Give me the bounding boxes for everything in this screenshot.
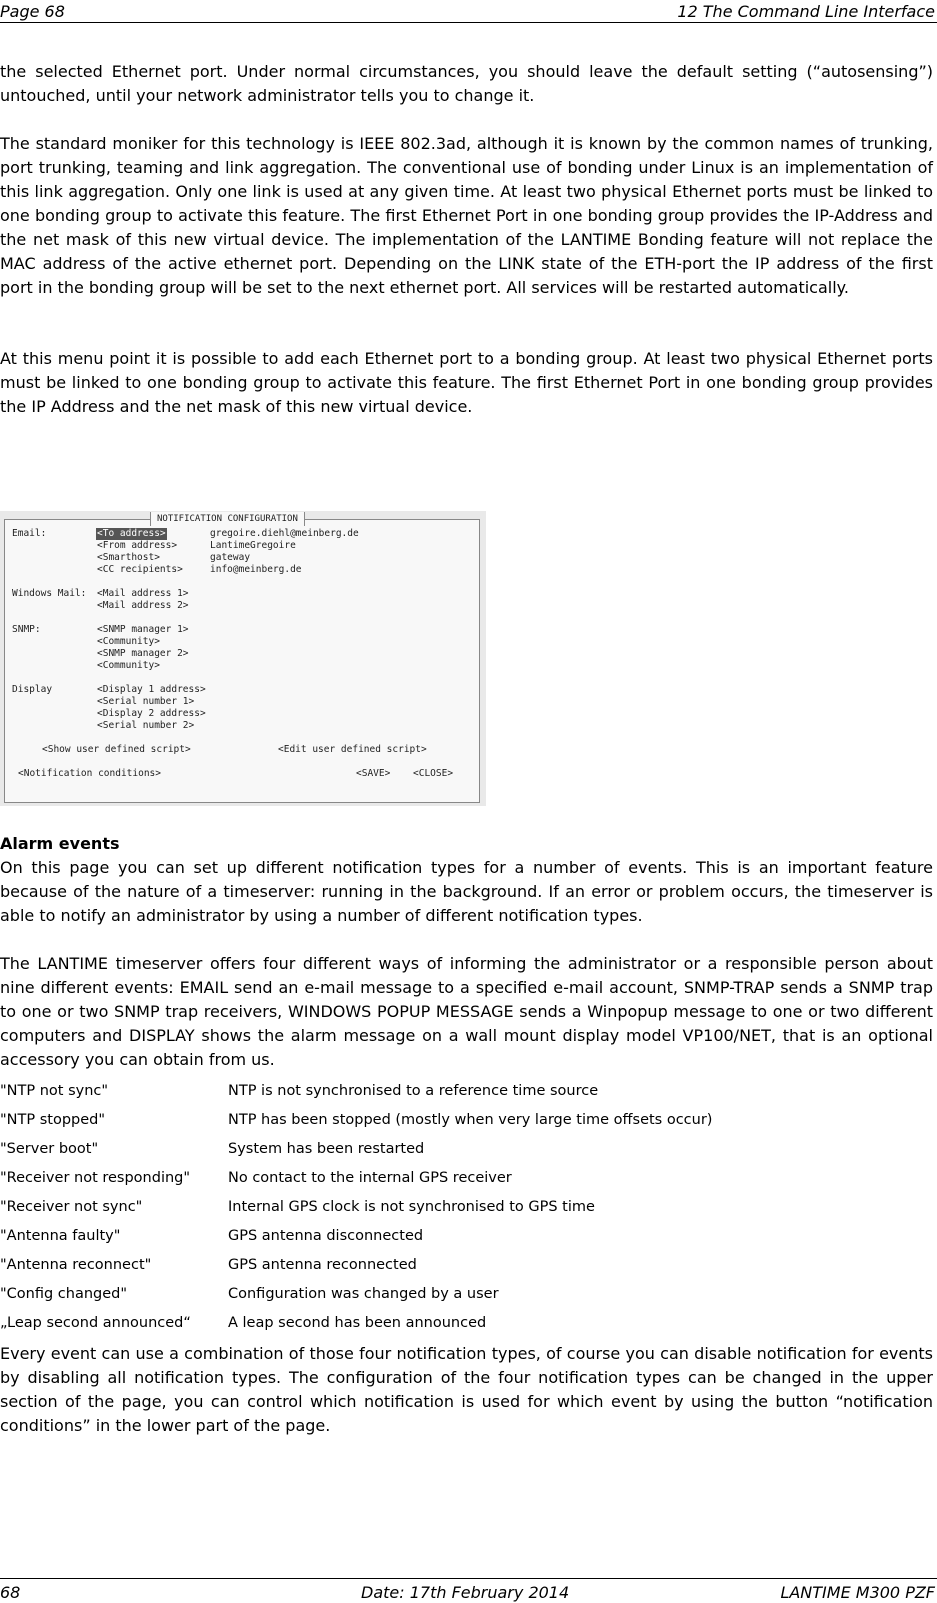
- snmp-manager-2-field[interactable]: <SNMP manager 2>: [97, 648, 189, 659]
- event-name: "NTP stopped": [0, 1112, 106, 1128]
- serial-number-1-field[interactable]: <Serial number 1>: [97, 696, 195, 707]
- cc-recipients-field[interactable]: <CC recipients>: [97, 564, 183, 575]
- event-desc: System has been restarted: [228, 1141, 425, 1157]
- event-desc: GPS antenna disconnected: [228, 1228, 424, 1244]
- event-desc: NTP is not synchronised to a reference time source: [228, 1083, 599, 1099]
- header-page-label: Page 68: [0, 2, 65, 21]
- email-label: Email:: [12, 528, 47, 539]
- event-desc: NTP has been stopped (mostly when very large time offsets occur): [228, 1112, 713, 1128]
- alarm-paragraph-3: Every event can use a combination of those four notification types, of course you can disable notification for events by disabling all notification types. The configuration of the four notification types can be changed in the upper section of the page, you can control which notification is used for which event by using the button “notification conditions” in the lower part of the page.: [0, 1344, 933, 1435]
- footer-product-name: LANTIME M300 PZF: [780, 1583, 935, 1602]
- alarm-events-heading: Alarm events: [0, 834, 120, 853]
- event-name: „Leap second announced“: [0, 1315, 191, 1331]
- display-2-address-field[interactable]: <Display 2 address>: [97, 708, 206, 719]
- snmp-label: SNMP:: [12, 624, 41, 635]
- event-desc: GPS antenna reconnected: [228, 1257, 417, 1273]
- event-desc: Configuration was changed by a user: [228, 1286, 499, 1302]
- event-desc: A leap second has been announced: [228, 1315, 487, 1331]
- from-address-field[interactable]: <From address>: [97, 540, 178, 551]
- event-name: "Antenna reconnect": [0, 1257, 152, 1273]
- from-address-value: LantimeGregoire: [210, 540, 296, 551]
- event-desc: Internal GPS clock is not synchronised to GPS time: [228, 1199, 595, 1215]
- windows-mail-label: Windows Mail:: [12, 588, 87, 599]
- mail-address-2-field[interactable]: <Mail address 2>: [97, 600, 189, 611]
- intro-paragraph-3: At this menu point it is possible to add each Ethernet port to a bonding group. At least two physical Ethernet ports must be linked to one bonding group to activate this feature. The first Ethernet Port in one bonding group provides the IP Address and the net mask of this new virtual device.: [0, 349, 933, 416]
- smarthost-field[interactable]: <Smarthost>: [97, 552, 160, 563]
- edit-script-button[interactable]: <Edit user defined script>: [278, 744, 427, 755]
- intro-paragraph-2: The standard moniker for this technology is IEEE 802.3ad, although it is known by the common names of trunking, port trunking, teaming and link aggregation. The conventional use of bonding under Linux is an implementation of this link aggregation. Only one link is used at any given time. At least two physical Ethernet ports must be linked to one bonding group to activate this feature. The first Ethernet Port in one bonding group provides the IP-Address and the net mask of this new virtual device. The implementation of the LANTIME Bonding feature will not replace the MAC address of the active ethernet port. Depending on the LINK state of the ETH-port the IP address of the first port in the bonding group will be set to the next ethernet port. All services will be restarted automatically.: [0, 134, 933, 297]
- event-name: "Config changed": [0, 1286, 128, 1302]
- notification-config-screenshot: [0, 511, 486, 806]
- page-header: [0, 0, 937, 23]
- notification-conditions-button[interactable]: <Notification conditions>: [18, 768, 161, 779]
- display-1-address-field[interactable]: <Display 1 address>: [97, 684, 206, 695]
- header-chapter-title: 12 The Command Line Interface: [677, 2, 935, 21]
- footer-page-number: 68: [0, 1583, 21, 1602]
- cc-recipients-value: info@meinberg.de: [210, 564, 302, 575]
- terminal-title: NOTIFICATION CONFIGURATION: [150, 512, 305, 526]
- event-name: "Antenna faulty": [0, 1228, 121, 1244]
- community-1-field[interactable]: <Community>: [97, 636, 160, 647]
- serial-number-2-field[interactable]: <Serial number 2>: [97, 720, 195, 731]
- smarthost-value: gateway: [210, 552, 251, 563]
- alarm-paragraph-2: The LANTIME timeserver offers four different ways of informing the administrator or a responsible person about nine different events: EMAIL send an e-mail message to a specified e-mail account, SNMP-TRAP sends a SNMP trap to one or two SNMP trap receivers, WINDOWS POPUP MESSAGE sends a Winpopup message to one or two different computers and DISPLAY shows the alarm message on a wall mount display model VP100/NET, that is an optional accessory you can obtain from us.: [0, 954, 933, 1069]
- close-button[interactable]: <CLOSE>: [413, 768, 454, 779]
- to-address-field[interactable]: <To address>: [97, 528, 166, 539]
- page-footer: [0, 1578, 937, 1603]
- display-label: Display: [12, 684, 53, 695]
- alarm-paragraph-1: On this page you can set up different notification types for a number of events. This is an important feature because of the nature of a timeserver: running in the background. If an error or problem occurs, the timeserver is able to notify an administrator by using a number of different notification types.: [0, 858, 933, 925]
- show-script-button[interactable]: <Show user defined script>: [42, 744, 191, 755]
- to-address-value: gregoire.diehl@meinberg.de: [210, 528, 359, 539]
- intro-paragraph-1: the selected Ethernet port. Under normal circumstances, you should leave the default setting (“autosensing”) untouched, until your network administrator tells you to change it.: [0, 62, 933, 105]
- footer-date: Date: 17th February 2014: [361, 1583, 570, 1602]
- community-2-field[interactable]: <Community>: [97, 660, 160, 671]
- event-name: "Receiver not sync": [0, 1199, 143, 1215]
- mail-address-1-field[interactable]: <Mail address 1>: [97, 588, 189, 599]
- event-name: "NTP not sync": [0, 1083, 109, 1099]
- event-desc: No contact to the internal GPS receiver: [228, 1170, 512, 1186]
- event-name: "Server boot": [0, 1141, 99, 1157]
- event-name: "Receiver not responding": [0, 1170, 191, 1186]
- save-button[interactable]: <SAVE>: [356, 768, 391, 779]
- snmp-manager-1-field[interactable]: <SNMP manager 1>: [97, 624, 189, 635]
